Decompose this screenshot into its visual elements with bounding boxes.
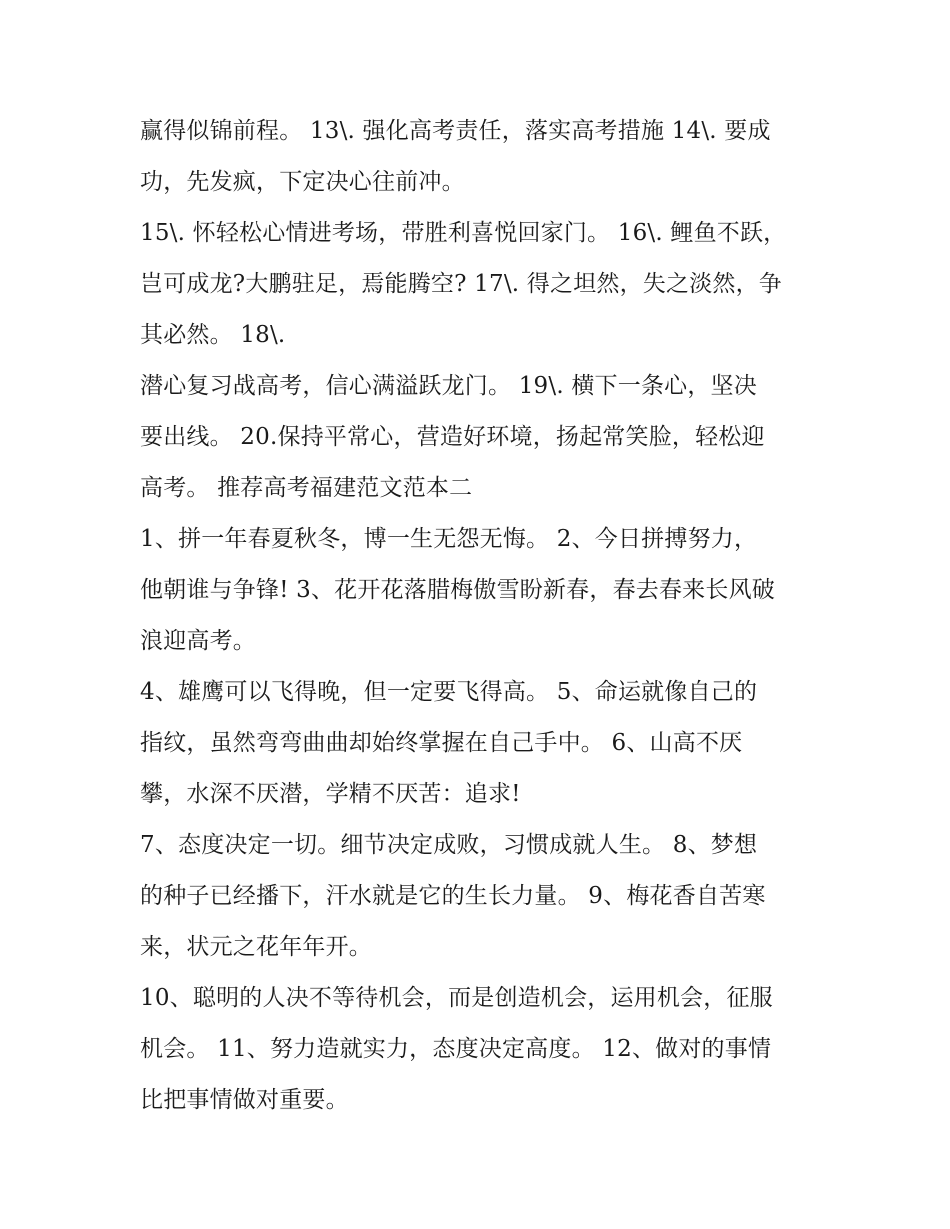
text-line: 高考。 推荐高考福建范文范本二 — [140, 475, 473, 501]
text-line: 来，状元之花年年开。 — [140, 934, 372, 960]
text-line: 10、聪明的人决不等待机会，而是创造机会，运用机会，征服 — [140, 985, 773, 1011]
text-line: 攀，水深不厌潜，学精不厌苦：追求! — [140, 781, 521, 807]
text-line: 浪迎高考。 — [140, 628, 256, 654]
text-line: 的种子已经播下，汗水就是它的生长力量。 9、梅花香自苦寒 — [140, 883, 766, 909]
text-line: 要出线。 20.保持平常心，营造好环境，扬起常笑脸，轻松迎 — [140, 424, 765, 450]
text-line: 赢得似锦前程。 13\. 强化高考责任，落实高考措施 14\. 要成 — [140, 118, 771, 144]
text-line: 岂可成龙?大鹏驻足，焉能腾空? 17\. 得之坦然，失之淡然，争 — [140, 271, 783, 297]
text-line: 比把事情做对重要。 — [140, 1087, 349, 1113]
text-line: 他朝谁与争锋! 3、花开花落腊梅傲雪盼新春，春去春来长风破 — [140, 577, 775, 603]
document-body — [140, 106, 820, 1126]
text-line: 机会。 11、努力造就实力，态度决定高度。 12、做对的事情 — [140, 1036, 772, 1062]
text-line: 潜心复习战高考，信心满溢跃龙门。 19\. 横下一条心，坚决 — [140, 373, 757, 399]
text-line: 1、拼一年春夏秋冬，博一生无怨无悔。 2、今日拼搏努力， — [140, 526, 758, 552]
text-line: 7、态度决定一切。细节决定成败，习惯成就人生。 8、梦想 — [140, 832, 758, 858]
text-line: 其必然。 18\. — [140, 322, 286, 348]
text-line: 功，先发疯，下定决心往前冲。 — [140, 169, 465, 195]
text-line: 15\. 怀轻松心情进考场，带胜利喜悦回家门。 16\. 鲤鱼不跃， — [140, 220, 787, 246]
text-line: 指纹，虽然弯弯曲曲却始终掌握在自己手中。 6、山高不厌 — [140, 730, 743, 756]
text-line: 4、雄鹰可以飞得晚，但一定要飞得高。 5、命运就像自己的 — [140, 679, 758, 705]
